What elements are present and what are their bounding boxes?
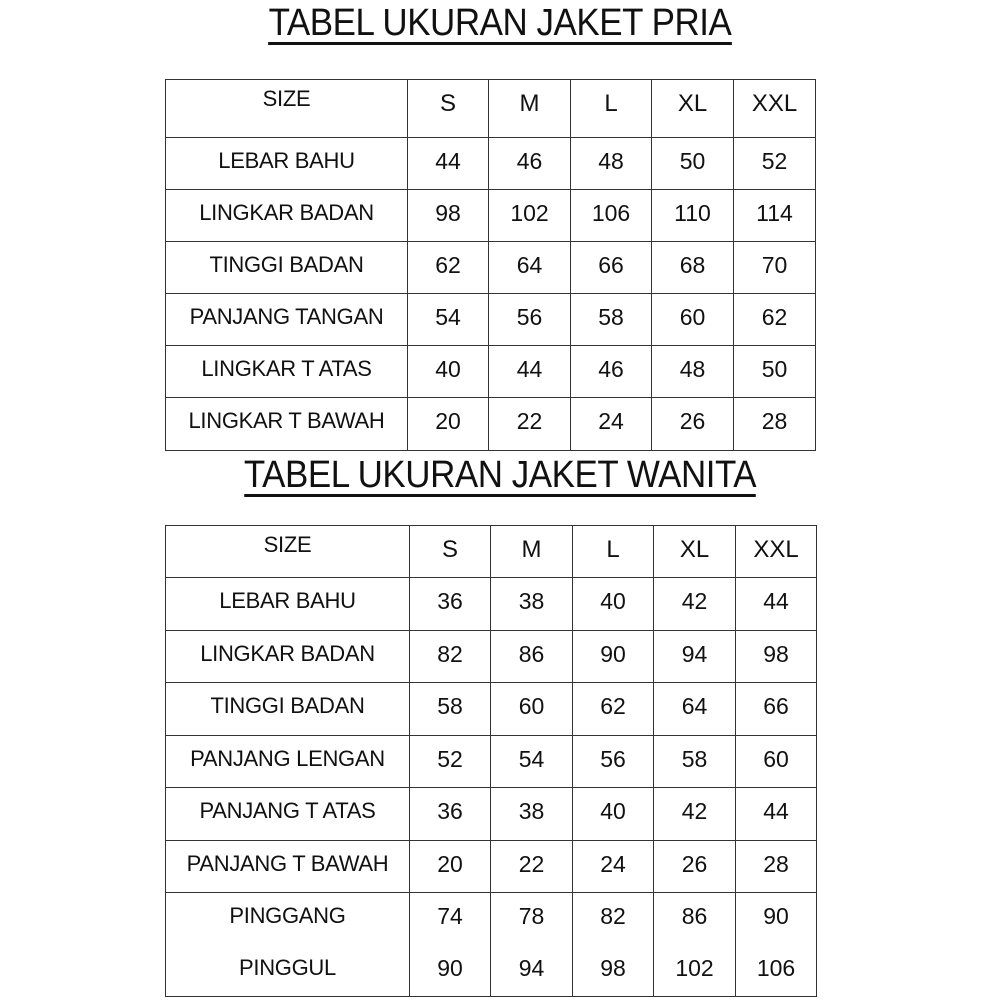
table-row xyxy=(166,190,816,242)
table-cell: 64 xyxy=(489,242,571,294)
table-header-row xyxy=(166,526,817,578)
table-row xyxy=(166,788,817,841)
table-cell: 62 xyxy=(408,242,489,294)
table-cell: 60 xyxy=(491,683,573,736)
table-cell: 22 xyxy=(489,398,571,451)
table-row xyxy=(166,346,816,398)
header-cell: L xyxy=(571,80,652,138)
table-cell: 46 xyxy=(571,346,652,398)
table-cell: 52 xyxy=(410,736,491,788)
table-cell: 56 xyxy=(573,736,654,788)
row-label: LEBAR BAHU xyxy=(166,578,410,631)
table-cell: 48 xyxy=(652,346,734,398)
table-cell: 86 xyxy=(654,893,736,945)
row-label: LINGKAR T ATAS xyxy=(166,346,408,398)
table-cell: 110 xyxy=(652,190,734,242)
title-pria-text: TABEL UKURAN JAKET PRIA xyxy=(268,2,732,44)
header-cell: XL xyxy=(652,80,734,138)
row-label: LINGKAR BADAN xyxy=(166,190,408,242)
table-cell: 52 xyxy=(734,138,816,190)
header-cell: S xyxy=(408,80,489,138)
size-table-wanita xyxy=(165,525,817,997)
header-cell: L xyxy=(573,526,654,578)
table-cell: 36 xyxy=(410,578,491,631)
table-cell: 114 xyxy=(734,190,816,242)
table-cell: 26 xyxy=(652,398,734,451)
row-label: PANJANG T ATAS xyxy=(166,788,410,841)
table-cell: 36 xyxy=(410,788,491,841)
table-cell: 106 xyxy=(571,190,652,242)
header-cell: M xyxy=(491,526,573,578)
table-cell: 38 xyxy=(491,788,573,841)
header-cell: M xyxy=(489,80,571,138)
row-label: TINGGI BADAN xyxy=(166,683,410,736)
header-cell: S xyxy=(410,526,491,578)
table-cell: 24 xyxy=(571,398,652,451)
table-cell: 60 xyxy=(652,294,734,346)
row-label: LINGKAR T BAWAH xyxy=(166,398,408,451)
table-cell: 90 xyxy=(573,631,654,683)
title-wanita xyxy=(40,454,960,497)
table-cell: 40 xyxy=(573,788,654,841)
header-cell: XXL xyxy=(734,80,816,138)
table-cell: 42 xyxy=(654,788,736,841)
table-row xyxy=(166,631,817,683)
table-cell: 44 xyxy=(736,578,817,631)
table-row xyxy=(166,138,816,190)
title-pria xyxy=(40,2,960,45)
table-cell: 62 xyxy=(573,683,654,736)
table-cell: 62 xyxy=(734,294,816,346)
table-header-row xyxy=(166,80,816,138)
table-cell: 70 xyxy=(734,242,816,294)
table-cell: 40 xyxy=(408,346,489,398)
size-table-pria xyxy=(165,79,816,451)
table-cell: 48 xyxy=(571,138,652,190)
table-cell: 102 xyxy=(654,945,736,997)
table-cell: 106 xyxy=(736,945,817,997)
table-cell: 54 xyxy=(408,294,489,346)
table-cell: 60 xyxy=(736,736,817,788)
table-cell: 58 xyxy=(654,736,736,788)
table-cell: 40 xyxy=(573,578,654,631)
table-cell: 66 xyxy=(736,683,817,736)
table-cell: 94 xyxy=(654,631,736,683)
header-cell: SIZE xyxy=(166,526,410,578)
row-label: LINGKAR BADAN xyxy=(166,631,410,683)
table-cell: 28 xyxy=(736,841,817,893)
table-cell: 90 xyxy=(410,945,491,997)
table-cell: 38 xyxy=(491,578,573,631)
header-cell: XL xyxy=(654,526,736,578)
table-cell: 102 xyxy=(489,190,571,242)
table-cell: 20 xyxy=(410,841,491,893)
table-cell: 28 xyxy=(734,398,816,451)
row-label: PANJANG LENGAN xyxy=(166,736,410,788)
table-cell: 42 xyxy=(654,578,736,631)
table-cell: 46 xyxy=(489,138,571,190)
table-cell: 22 xyxy=(491,841,573,893)
title-wanita-text: TABEL UKURAN JAKET WANITA xyxy=(243,454,757,496)
table-row xyxy=(166,578,817,631)
header-cell: XXL xyxy=(736,526,817,578)
row-label: PANJANG T BAWAH xyxy=(166,841,410,893)
table-row xyxy=(166,683,817,736)
table-cell: 66 xyxy=(571,242,652,294)
row-label: PINGGANG xyxy=(166,893,410,945)
table-cell: 24 xyxy=(573,841,654,893)
table-cell: 50 xyxy=(652,138,734,190)
table-cell: 58 xyxy=(571,294,652,346)
table-cell: 44 xyxy=(736,788,817,841)
table-row xyxy=(166,294,816,346)
table-row xyxy=(166,945,817,997)
table-cell: 82 xyxy=(573,893,654,945)
table-cell: 86 xyxy=(491,631,573,683)
row-label: PINGGUL xyxy=(166,945,410,997)
table-cell: 50 xyxy=(734,346,816,398)
table-cell: 90 xyxy=(736,893,817,945)
table-row xyxy=(166,841,817,893)
row-label: PANJANG TANGAN xyxy=(166,294,408,346)
table-cell: 44 xyxy=(408,138,489,190)
table-cell: 98 xyxy=(573,945,654,997)
row-label: LEBAR BAHU xyxy=(166,138,408,190)
table-cell: 82 xyxy=(410,631,491,683)
table-cell: 64 xyxy=(654,683,736,736)
table-row xyxy=(166,736,817,788)
table-cell: 58 xyxy=(410,683,491,736)
table-cell: 56 xyxy=(489,294,571,346)
table-cell: 44 xyxy=(489,346,571,398)
table-cell: 54 xyxy=(491,736,573,788)
table-cell: 98 xyxy=(408,190,489,242)
table-row xyxy=(166,398,816,451)
table-cell: 78 xyxy=(491,893,573,945)
table-cell: 94 xyxy=(491,945,573,997)
table-row xyxy=(166,893,817,945)
table-cell: 68 xyxy=(652,242,734,294)
table-cell: 74 xyxy=(410,893,491,945)
table-cell: 98 xyxy=(736,631,817,683)
table-cell: 26 xyxy=(654,841,736,893)
header-cell: SIZE xyxy=(166,80,408,138)
row-label: TINGGI BADAN xyxy=(166,242,408,294)
table-row xyxy=(166,242,816,294)
table-cell: 20 xyxy=(408,398,489,451)
